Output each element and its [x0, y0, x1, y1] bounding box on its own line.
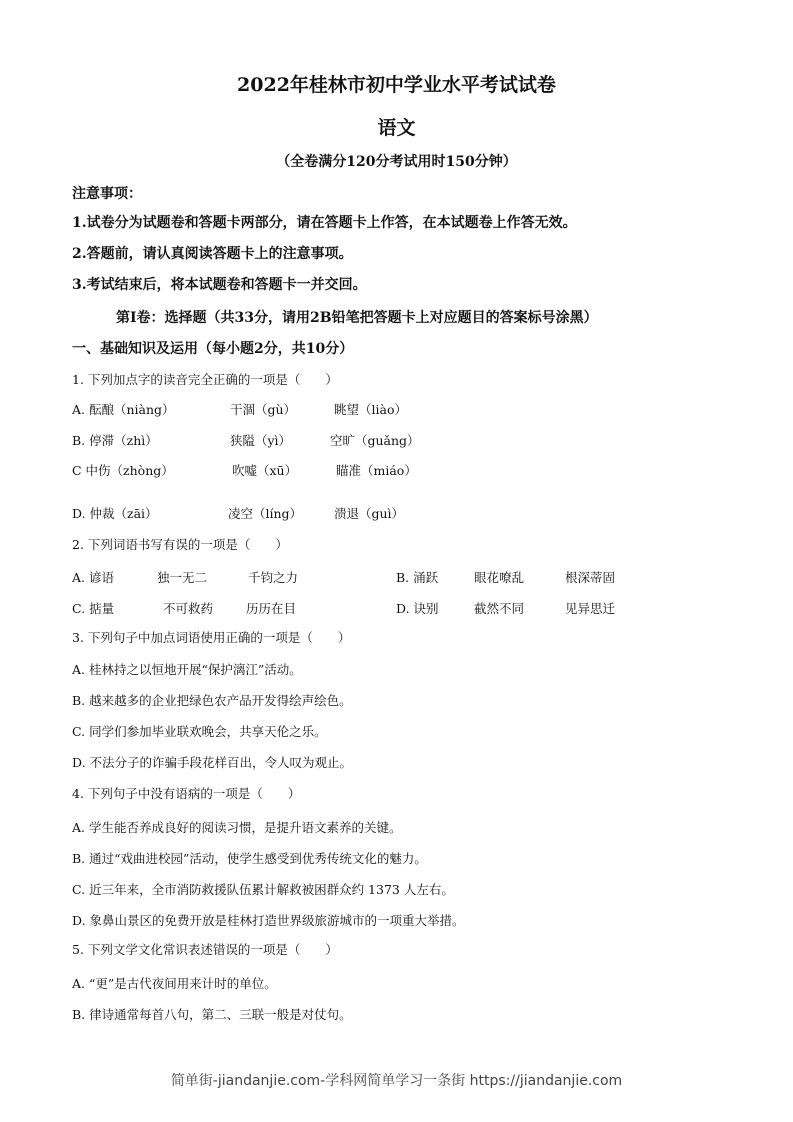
q3-option-b: B. 越来越多的企业把绿色农产品开发得绘声绘色。: [72, 693, 352, 708]
question-2-stem: 2. 下列词语书写有误的一项是（ ）: [72, 537, 288, 552]
q3-option-a: A. 桂林持之以恒地开展“保护漓江”活动。: [72, 662, 302, 677]
q1-option-a-2: 干涸（gù）: [230, 402, 297, 417]
q2-option-d-2: 截然不同: [474, 601, 525, 616]
question-1-stem: 1. 下列加点字的读音完全正确的一项是（ ）: [72, 372, 338, 387]
q3-option-d: D. 不法分子的诈骗手段花样百出，令人叹为观止。: [72, 755, 353, 770]
q2-option-a-2: 独一无二: [157, 570, 208, 585]
notice-item-1: 1.试卷分为试题卷和答题卡两部分，请在答题卡上作答，在本试题卷上作答无效。: [72, 215, 577, 231]
page-footer: 简单街-jiandanjie.com-学科网简单学习一条街 https://jiandanjie.com: [170, 1073, 623, 1089]
q5-option-a: A. “更”是古代夜间用来计时的单位。: [72, 976, 277, 991]
q1-option-b-3: 空旷（guǎng）: [330, 433, 420, 448]
q1-option-b-2: 狭隘（yì）: [230, 433, 292, 448]
notice-item-3: 3.考试结束后，将本试题卷和答题卡一并交回。: [72, 277, 367, 293]
q2-option-c-3: 历历在目: [246, 601, 297, 616]
q2-option-b-3: 根深蒂固: [565, 570, 616, 585]
section-heading: 一、基础知识及运用（每小题2分，共10分）: [72, 341, 354, 357]
q2-option-b-2: 眼花嘹乱: [474, 570, 525, 585]
q1-option-a-3: 眺望（liào）: [334, 402, 407, 417]
exam-subtitle: （全卷满分120分考试用时150分钟）: [276, 154, 517, 170]
q1-option-a-1: A. 酝酿（niàng）: [72, 402, 175, 417]
q2-option-b-1: B. 涌跃: [396, 570, 439, 585]
subject-title: 语文: [377, 117, 416, 139]
q1-option-c-3: 瞄准（miáo）: [336, 463, 417, 478]
q3-option-c: C. 同学们参加毕业联欢晚会，共享天伦之乐。: [72, 724, 327, 739]
q2-option-c-1: C. 掂量: [72, 601, 115, 616]
q2-option-c-2: 不可救药: [163, 601, 214, 616]
q1-option-c-1: C 中伤（zhòng）: [72, 463, 174, 478]
part1-heading: 第Ⅰ卷：选择题（共33分，请用2B铅笔把答题卡上对应题目的答案标号涂黑）: [116, 310, 598, 326]
q1-option-d-2: 凌空（líng）: [228, 506, 303, 521]
q1-option-b-1: B. 停滞（zhì）: [72, 433, 158, 448]
q4-option-b: B. 通过“戏曲进校园”活动，使学生感受到优秀传统文化的魅力。: [72, 851, 427, 866]
q4-option-d: D. 象鼻山景区的免费开放是桂林打造世界级旅游城市的一项重大举措。: [72, 913, 465, 928]
question-4-stem: 4. 下列句子中没有语病的一项是（ ）: [72, 786, 301, 801]
q2-option-a-1: A. 谚语: [72, 570, 114, 585]
q5-option-b: B. 律诗通常每首八句，第二、三联一般是对仗句。: [72, 1007, 352, 1022]
exam-title: 2022年桂林市初中学业水平考试试卷: [237, 74, 556, 96]
q1-option-c-2: 吹嘘（xū）: [232, 463, 298, 478]
question-3-stem: 3. 下列句子中加点词语使用正确的一项是（ ）: [72, 630, 351, 645]
notice-item-2: 2.答题前，请认真阅读答题卡上的注意事项。: [72, 246, 353, 262]
q4-option-a: A. 学生能否养成良好的阅读习惯，是提升语文素养的关键。: [72, 820, 402, 835]
q2-option-d-3: 见异思迁: [565, 601, 616, 616]
q1-option-d-3: 溃退（guì）: [334, 506, 405, 521]
q1-option-d-1: D. 仲裁（zāi）: [72, 506, 158, 521]
q2-option-d-1: D. 诀别: [396, 601, 439, 616]
q4-option-c: C. 近三年来，全市消防救援队伍累计解救被困群众约 1373 人左右。: [72, 882, 454, 897]
question-5-stem: 5. 下列文学文化常识表述错误的一项是（ ）: [72, 942, 338, 957]
notice-heading: 注意事项：: [72, 186, 142, 202]
q2-option-a-3: 千钧之力: [248, 570, 299, 585]
